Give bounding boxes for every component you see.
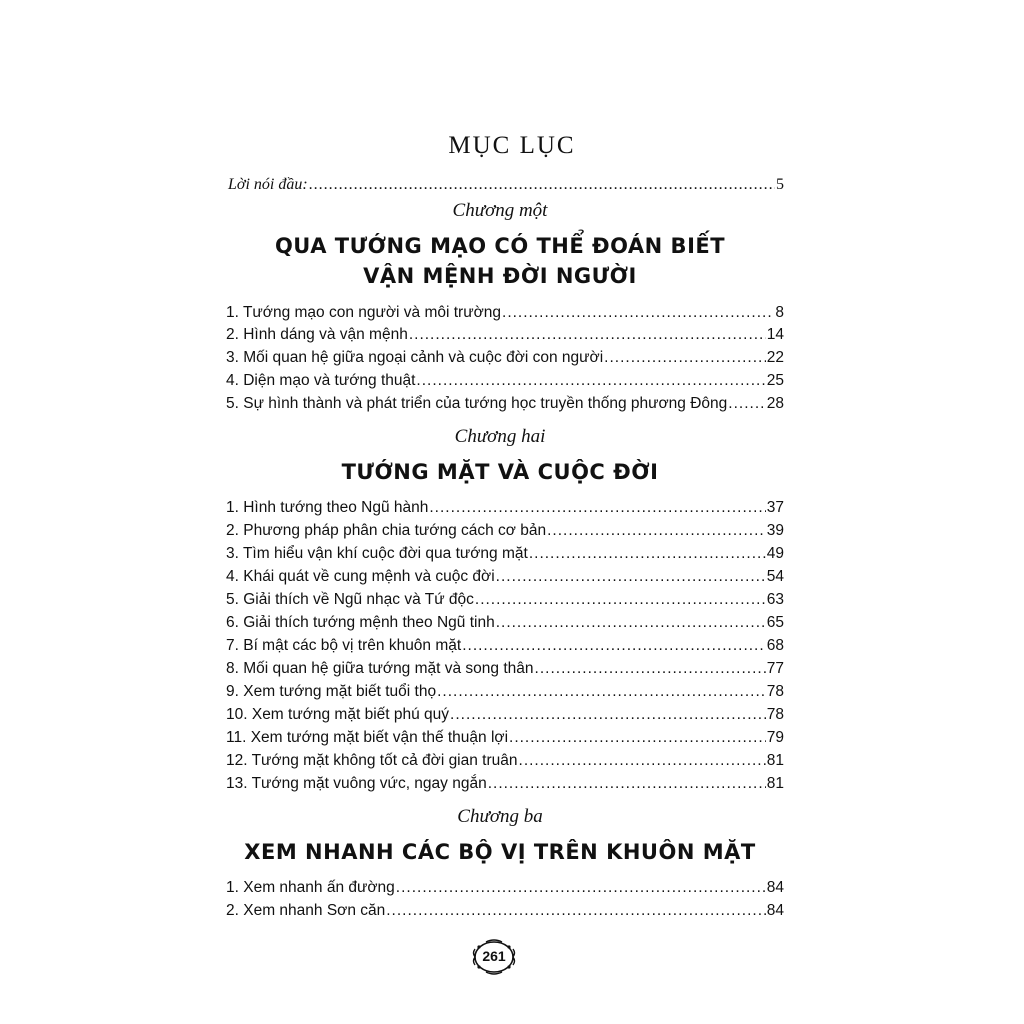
toc-entry-label: 4. Khái quát về cung mệnh và cuộc đời (226, 568, 495, 585)
toc-entry (226, 706, 784, 728)
chapter-title: TƯỚNG MẶT VÀ CUỘC ĐỜI (341, 460, 659, 484)
dot-leader (396, 879, 766, 897)
toc-preface (228, 176, 784, 198)
toc-entry-page: 39 (766, 522, 784, 539)
toc-entry-page: 63 (766, 591, 784, 608)
toc-entry-label: 3. Mối quan hệ giữa ngoại cảnh và cuộc đời con người (226, 349, 604, 366)
toc-entry-page: 49 (766, 545, 784, 562)
chapter-title: VẬN MỆNH ĐỜI NGƯỜI (363, 264, 637, 288)
toc-entry-page: 68 (766, 637, 784, 654)
toc-entry-label: Lời nói đầu: (228, 176, 308, 193)
toc-entry-label: 1. Tướng mạo con người và môi trường (226, 304, 502, 321)
toc-entry (226, 902, 784, 924)
toc-entry-page: 81 (766, 752, 784, 769)
toc-entry-label: 6. Giải thích tướng mệnh theo Ngũ tinh (226, 614, 495, 631)
toc-entry (226, 614, 784, 636)
toc-entry (226, 499, 784, 521)
dot-leader (429, 499, 765, 517)
toc-entry-label: 12. Tướng mặt không tốt cả đời gian truân (226, 752, 518, 769)
dot-leader (409, 326, 766, 344)
chapter-title: XEM NHANH CÁC BỘ VỊ TRÊN KHUÔN MẶT (244, 840, 756, 864)
toc-entry-label: 8. Mối quan hệ giữa tướng mặt và song thân (226, 660, 534, 677)
dot-leader (535, 660, 766, 678)
toc-entry-label: 7. Bí mật các bộ vị trên khuôn mặt (226, 637, 462, 654)
toc-entry-page: 84 (766, 879, 784, 896)
toc-entry-label: 13. Tướng mặt vuông vức, ngay ngắn (226, 775, 487, 792)
toc-entry-label: 3. Tìm hiểu vận khí cuộc đời qua tướng mặt (226, 545, 528, 562)
toc-entry (226, 304, 784, 326)
dot-leader (416, 372, 765, 390)
toc-entry-label: 1. Hình tướng theo Ngũ hành (226, 499, 429, 516)
chapter-label: Chương một (452, 200, 548, 221)
chapter-label: Chương hai (454, 426, 546, 447)
toc-entry (226, 372, 784, 394)
dot-leader (462, 637, 766, 655)
toc-entry (226, 395, 784, 417)
toc-entry-label: 11. Xem tướng mặt biết vận thế thuận lợi (226, 729, 509, 746)
toc-entry-label: 5. Sự hình thành và phát triển của tướng học truyền thống phương Đông (226, 395, 728, 412)
dot-leader (309, 176, 775, 194)
toc-entry (226, 326, 784, 348)
toc-entry-label: 5. Giải thích về Ngũ nhạc và Tứ độc (226, 591, 474, 608)
toc-entry-page: 22 (766, 349, 784, 366)
toc-entry-page: 65 (766, 614, 784, 631)
toc-entry-label: 2. Xem nhanh Sơn căn (226, 902, 386, 919)
toc-entry-page: 78 (766, 706, 784, 723)
toc-entry-page: 77 (766, 660, 784, 677)
toc-entry (226, 591, 784, 613)
toc-entry (226, 879, 784, 901)
dot-leader (547, 522, 766, 540)
dot-leader (496, 614, 766, 632)
toc-entry (226, 775, 784, 797)
toc-entry-page: 79 (766, 729, 784, 746)
dot-leader (475, 591, 766, 609)
chapter-title: QUA TƯỚNG MẠO CÓ THỂ ĐOÁN BIẾT (274, 234, 726, 258)
dot-leader (437, 683, 766, 701)
toc-entry-page: 28 (766, 395, 784, 412)
toc-entry (226, 660, 784, 682)
toc-entry-label: 9. Xem tướng mặt biết tuổi thọ (226, 683, 437, 700)
toc-entry (226, 522, 784, 544)
toc-entry (226, 729, 784, 751)
chapter-label: Chương ba (457, 806, 543, 827)
dot-leader (728, 395, 765, 413)
toc-entry-label: 2. Phương pháp phân chia tướng cách cơ bản (226, 522, 547, 539)
dot-leader (386, 902, 766, 920)
dot-leader (450, 706, 766, 724)
toc-entry-page: 81 (766, 775, 784, 792)
toc-entry-page: 25 (766, 372, 784, 389)
toc-entry (226, 568, 784, 590)
toc-entry-page: 5 (776, 176, 784, 193)
toc-entry-label: 2. Hình dáng và vận mệnh (226, 326, 408, 343)
dot-leader (502, 304, 774, 322)
toc-entry-page: 78 (766, 683, 784, 700)
page-number: 261 (482, 948, 506, 964)
dot-leader (488, 775, 766, 793)
toc-entry-label: 4. Diện mạo và tướng thuật (226, 372, 416, 389)
toc-entry-page: 14 (766, 326, 784, 343)
toc-entry-page: 37 (766, 499, 784, 516)
toc-entry-page: 84 (766, 902, 784, 919)
toc-entry-page: 54 (766, 568, 784, 585)
page-number-badge (470, 938, 518, 976)
toc-entry-label: 1. Xem nhanh ấn đường (226, 879, 395, 896)
toc-entry (226, 683, 784, 705)
page-title: MỤC LỤC (448, 132, 576, 159)
dot-leader (496, 568, 766, 586)
dot-leader (509, 729, 766, 747)
toc-entry (226, 752, 784, 774)
toc-entry (226, 637, 784, 659)
dot-leader (529, 545, 766, 563)
dot-leader (519, 752, 766, 770)
toc-entry-label: 10. Xem tướng mặt biết phú quý (226, 706, 450, 723)
dot-leader (604, 349, 766, 367)
toc-entry-page: 8 (775, 304, 784, 321)
toc-entry (226, 545, 784, 567)
toc-entry (226, 349, 784, 371)
